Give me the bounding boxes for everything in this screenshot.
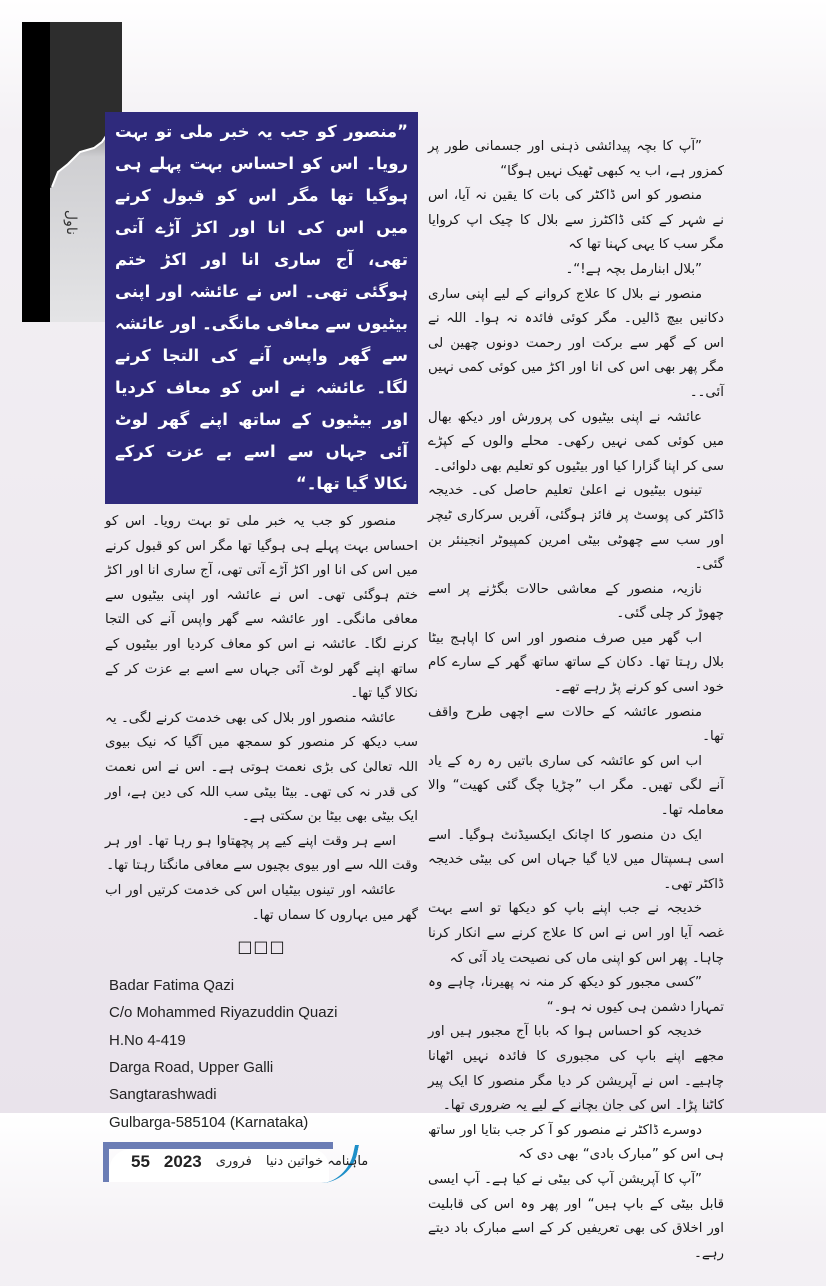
- footer-row: [131, 1152, 368, 1172]
- issue-year: 2023: [163, 1151, 202, 1171]
- address-line: Darga Road, Upper Galli: [109, 1058, 274, 1076]
- paragraph: نازیہ، منصور کے معاشی حالات بگڑنے پر اسے چھوڑ کر چلی گئی۔: [428, 581, 724, 622]
- paragraph: عائشہ منصور اور بلال کی بھی خدمت کرنے لگی۔ یہ سب دیکھ کر منصور کو سمجھ میں آگیا کہ نیک بیوی اللہ تعالیٰ کی بڑی نعمت ہوتی ہے۔ اس نے اس نعمت کی قدر نہ کی تھی۔ بیٹا بیٹی سب اللہ کی دین ہے، اور ایک بیٹی بھی بیٹا بن سکتی ہے۔: [105, 710, 418, 825]
- paragraph: عائشہ نے اپنی بیٹیوں کی پرورش اور دیکھ بھال میں کوئی کمی نہیں رکھی۔ محلے والوں کے کپڑے سی کر اپنا گزارا کیا اور بیٹیوں کو تعلیم بھی دلوائی۔: [428, 409, 724, 474]
- paragraph: منصور نے بلال کا علاج کروانے کے لیے اپنی ساری دکانیں بیچ ڈالیں۔ مگر کوئی فائدہ نہ ہوا۔ اللہ نے اس کے گھر سے برکت اور رحمت دونوں چھین لی مگر پھر بھی اس کی انا اور اکڑ میں کوئی کمی نہیں آئی۔۔: [428, 286, 724, 400]
- footer-bar: [103, 1142, 333, 1149]
- issue-month: فروری: [215, 1154, 252, 1170]
- paragraph: منصور کو اس ڈاکٹر کی بات کا یقین نہ آیا، اس نے شہر کے کئی ڈاکٹرز سے بلال کا چیک اپ کروایا مگر سب کا یہی کہنا تھا کہ: [428, 188, 724, 253]
- page-number: 55: [131, 1151, 150, 1171]
- paragraph: منصور کو جب یہ خبر ملی تو بہت رویا۔ اس کو احساس بہت پہلے ہی ہوگیا تھا مگر اس کو قبول کرنے میں اس کی انا اور اکڑ آڑے آتی تھی، آج ساری انا اور اکڑ ختم ہوگئی تھی۔ اس نے عائشہ اور اپنی بیٹیوں سے معافی مانگی۔ اور عائشہ سے گھر واپس آنے کی التجا کرنے لگا۔ عائشہ نے اس کو معاف کردیا اور بیٹیوں کے ساتھ اپنے گھر لوٹ آئی جہاں سے اسے بے عزت کر کے نکالا گیا تھا۔: [105, 514, 418, 702]
- paragraph: عائشہ اور تینوں بیٹیاں اس کی خدمت کرتیں اور اب گھر میں بہاروں کا سماں تھا۔: [105, 882, 418, 923]
- right-column: [428, 135, 724, 1286]
- page-footer: [103, 1142, 369, 1182]
- left-column: [105, 510, 418, 928]
- paragraph: تینوں بیٹیوں نے اعلیٰ تعلیم حاصل کی۔ خدیجہ ڈاکٹر کی پوسٹ پر فائز ہوگئی، آفریں سرکاری ٹیچر اور سب سے چھوٹی بیٹی امرین کمپیوٹر انجینئر بن گئی۔: [428, 483, 724, 573]
- paragraph: منصور عائشہ کے حالات سے اچھی طرح واقف تھا۔: [428, 704, 724, 745]
- paragraph: اسے ہر وقت اپنے کیے پر پچھتاوا ہو رہا تھا۔ اور ہر وقت اللہ سے اور بیوی بچیوں سے معافی مانگتا رہتا تھا۔: [105, 833, 418, 874]
- pull-quote: [105, 112, 418, 504]
- paragraph: ”آپ کا آپریشن آپ کی بیٹی نے کیا ہے۔ آپ ایسی قابل بیٹی کے باپ ہیں“ اور پھر وہ اس کی قابلیت اور اخلاق کی بھی تعریفیں کر کے اسے مبارک باد دیتے رہے۔: [428, 1171, 724, 1261]
- address-line: H.No 4-419: [109, 1031, 186, 1049]
- pull-quote-text: ”منصور کو جب یہ خبر ملی تو بہت رویا۔ اس کو احساس بہت پہلے ہی ہوگیا تھا مگر اس کو قبول کرنے میں اس کی انا اور اکڑ آڑے آتی تھی، آج ساری انا اور اکڑ ختم ہوگئی تھی۔ اس نے عائشہ اور اپنی بیٹیوں سے معافی مانگی۔ اور عائشہ سے گھر واپس آنے کی التجا کرنے لگا۔ عائشہ نے اس کو معاف کردیا اور بیٹیوں کے ساتھ اپنے گھر لوٹ آئی جہاں سے اسے بے عزت کرکے نکالا گیا تھا۔“: [115, 122, 408, 493]
- paragraph: اب اس کو عائشہ کی ساری باتیں رہ رہ کے یاد آنے لگی تھیں۔ مگر اب ”چڑیا چگ گئی کھیت“ والا معاملہ تھا۔: [428, 753, 724, 819]
- section-label: ناول: [63, 209, 79, 235]
- end-ornament: □□□: [237, 937, 286, 957]
- address-line: Sangtarashwadi: [109, 1086, 217, 1104]
- section-strip: [22, 22, 102, 322]
- paragraph: خدیجہ نے جب اپنے باپ کو دیکھا تو اسے بہت غصہ آیا اور اس نے اس کا علاج کرنے سے انکار کرنا چاہا۔ پھر اس کو اپنی ماں کی نصیحت یاد آئی کہ: [428, 901, 724, 966]
- paragraph: خدیجہ کو احساس ہوا کہ بابا آج مجبور ہیں اور مجھے اپنے باپ کی مجبوری کا فائدہ نہیں اٹھانا چاہیے۔ اس نے آپریشن کر دیا مگر منصور کا ایک پیر کاٹنا پڑا۔ اس کی جان بچانے کے لیے یہ ضروری تھا۔: [428, 1024, 724, 1114]
- paragraph: دوسرے ڈاکٹر نے منصور کو آ کر جب بتایا اور ساتھ ہی اس کو ”مبارک بادی“ بھی دی کہ: [428, 1122, 724, 1163]
- address-line: C/o Mohammed Riyazuddin Quazi: [109, 1004, 338, 1022]
- paragraph: ”آپ کا بچہ پیدائشی ذہنی اور جسمانی طور پر کمزور ہے، اب یہ کبھی ٹھیک نہیں ہوگا“: [428, 139, 724, 179]
- paragraph: ایک دن منصور کا اچانک ایکسیڈنٹ ہوگیا۔ اسے اسی ہسپتال میں لایا گیا جہاں اس کی بیٹی خدیجہ ڈاکٹر تھی۔: [428, 827, 724, 892]
- paragraph: ”کسی مجبور کو دیکھ کر منہ نہ پھیرنا، چاہے وہ تمہارا دشمن ہی کیوں نہ ہو۔“: [428, 975, 724, 1015]
- paragraph: ”بلال ابنارمل بچہ ہے!“۔: [565, 261, 702, 277]
- left-stack: [105, 112, 418, 1202]
- paragraph: اب گھر میں صرف منصور اور اس کا اپاہج بیٹا بلال رہتا تھا۔ دکان کے ساتھ ساتھ گھر کے سارے کام خود اسی کو کرنے پڑ رہے تھے۔: [428, 630, 724, 696]
- magazine-name: ماہنامہ خواتین دنیا: [265, 1154, 369, 1170]
- author-name: Badar Fatima Qazi: [109, 977, 235, 995]
- address-line: Gulbarga-585104 (Karnataka): [109, 1113, 309, 1131]
- author-address: [105, 972, 418, 1136]
